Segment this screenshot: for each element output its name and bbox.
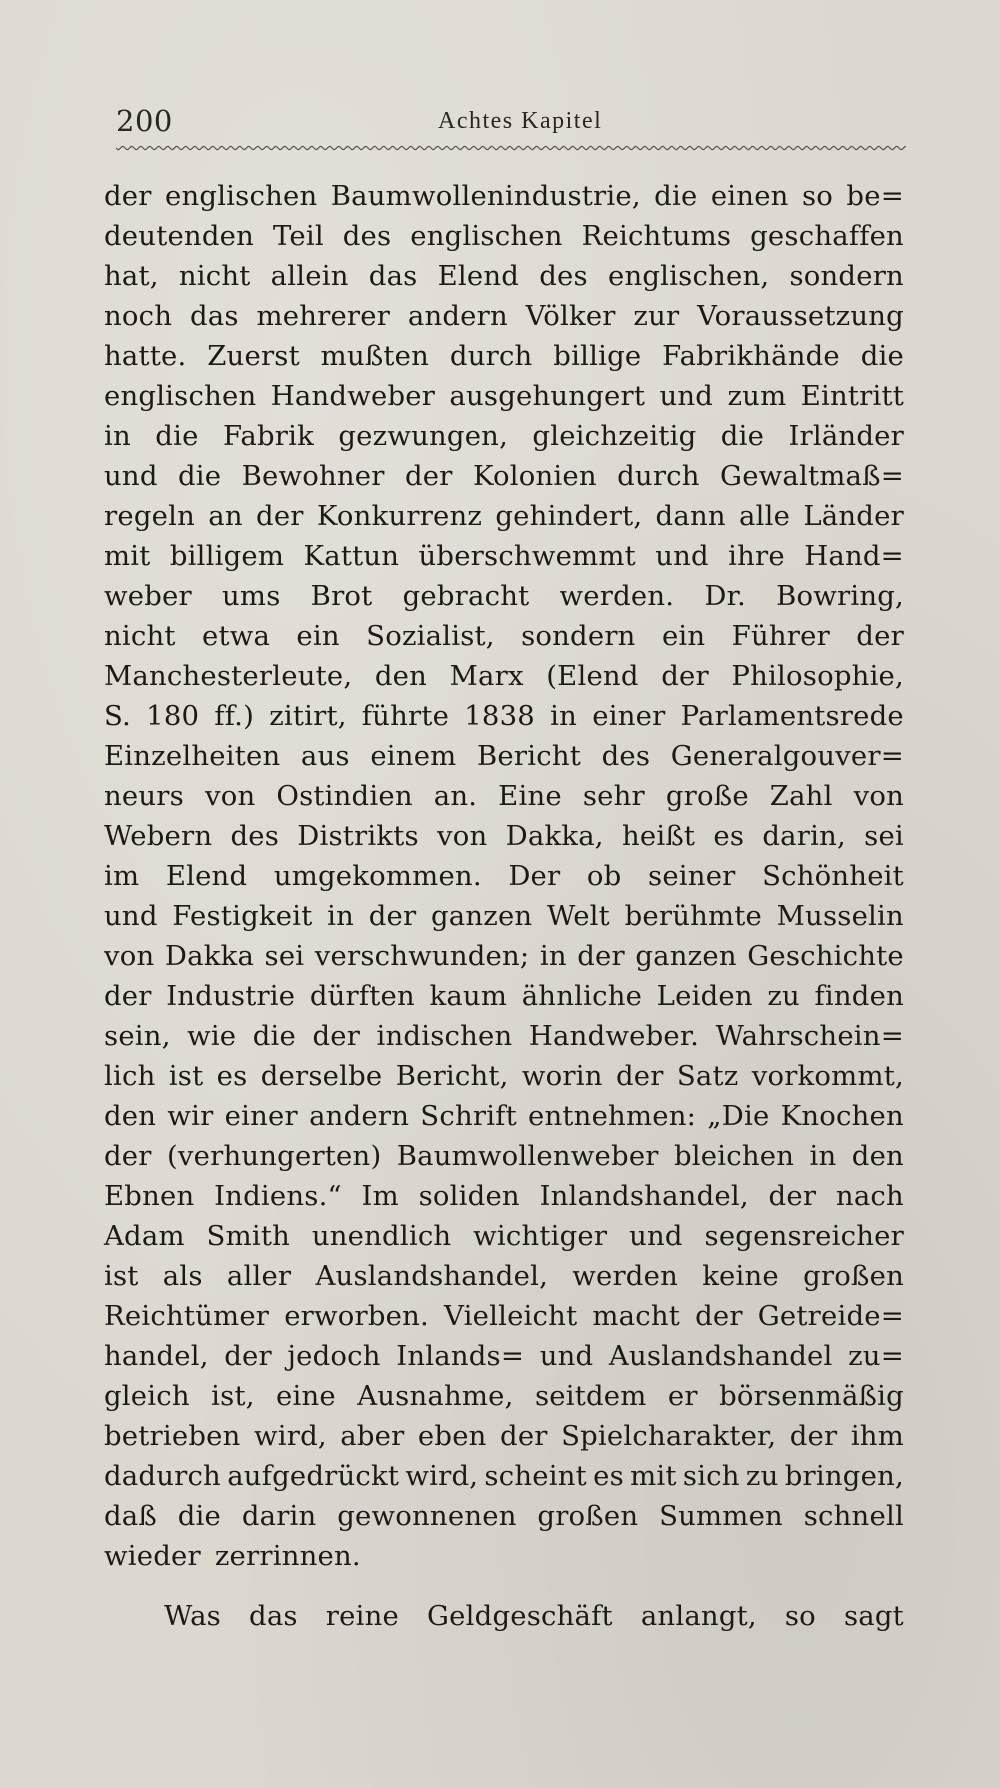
- text-line: mit billigem Kattun überschwemmt und ihre Hand=: [104, 540, 904, 572]
- text-line: Adam Smith unendlich wichtiger und segensreicher: [104, 1220, 904, 1252]
- header-wavy-rule: [116, 144, 906, 152]
- text-line: neurs von Ostindien an. Eine sehr große Zahl von: [104, 780, 904, 812]
- text-line: handel, der jedoch Inlands= und Auslandshandel zu=: [104, 1340, 904, 1372]
- text-line: Einzelheiten aus einem Bericht des Generalgouver=: [104, 740, 904, 772]
- text-line: der englischen Baumwollenindustrie, die einen so be=: [104, 180, 904, 212]
- text-line: nicht etwa ein Sozialist, sondern ein Führer der: [104, 620, 904, 652]
- text-line: Ebnen Indiens.“ Im soliden Inlandshandel, der nach: [104, 1180, 904, 1212]
- text-line: und die Bewohner der Kolonien durch Gewaltmaß=: [104, 460, 904, 492]
- page-number: 200: [116, 104, 173, 138]
- text-line: dadurch aufgedrückt wird, scheint es mit sich zu bringen,: [104, 1460, 904, 1492]
- text-line: von Dakka sei verschwunden; in der ganzen Geschichte: [104, 940, 904, 972]
- text-line: der (verhungerten) Baumwollenweber bleichen in den: [104, 1140, 904, 1172]
- text-line: gleich ist, eine Ausnahme, seitdem er börsenmäßig: [104, 1380, 904, 1412]
- text-line: Reichtümer erworben. Vielleicht macht der Getreide=: [104, 1300, 904, 1332]
- text-line: Manchesterleute, den Marx (Elend der Philosophie,: [104, 660, 904, 692]
- text-line: der Industrie dürften kaum ähnliche Leiden zu finden: [104, 980, 904, 1012]
- text-line: S. 180 ff.) zitirt, führte 1838 in einer Parlamentsrede: [104, 700, 904, 732]
- text-line: wieder zerrinnen.: [104, 1540, 361, 1572]
- text-line: noch das mehrerer andern Völker zur Voraussetzung: [104, 300, 904, 332]
- text-line: Was das reine Geldgeschäft anlangt, so sagt: [164, 1600, 904, 1632]
- text-line: weber ums Brot gebracht werden. Dr. Bowring,: [104, 580, 904, 612]
- text-line: betrieben wird, aber eben der Spielcharakter, der ihm: [104, 1420, 904, 1452]
- text-line: sein, wie die der indischen Handweber. Wahrschein=: [104, 1020, 904, 1052]
- text-line: und Festigkeit in der ganzen Welt berühmte Musselin: [104, 900, 904, 932]
- running-head: [116, 104, 906, 144]
- body-text: [104, 176, 904, 1636]
- text-line: englischen Handweber ausgehungert und zum Eintritt: [104, 380, 904, 412]
- text-line: hat, nicht allein das Elend des englischen, sondern: [104, 260, 904, 292]
- chapter-title: Achtes Kapitel: [438, 108, 603, 134]
- text-line: im Elend umgekommen. Der ob seiner Schönheit: [104, 860, 904, 892]
- text-line: daß die darin gewonnenen großen Summen schnell: [104, 1500, 904, 1532]
- text-line: Webern des Distrikts von Dakka, heißt es darin, sei: [104, 820, 904, 852]
- text-line: hatte. Zuerst mußten durch billige Fabrikhände die: [104, 340, 904, 372]
- text-line: ist als aller Auslandshandel, werden keine großen: [104, 1260, 904, 1292]
- text-line: deutenden Teil des englischen Reichtums geschaffen: [104, 220, 904, 252]
- text-line: den wir einer andern Schrift entnehmen: „Die Knochen: [104, 1100, 904, 1132]
- text-line: regeln an der Konkurrenz gehindert, dann alle Länder: [104, 500, 904, 532]
- text-line: in die Fabrik gezwungen, gleichzeitig die Irländer: [104, 420, 904, 452]
- text-line: lich ist es derselbe Bericht, worin der Satz vorkommt,: [104, 1060, 904, 1092]
